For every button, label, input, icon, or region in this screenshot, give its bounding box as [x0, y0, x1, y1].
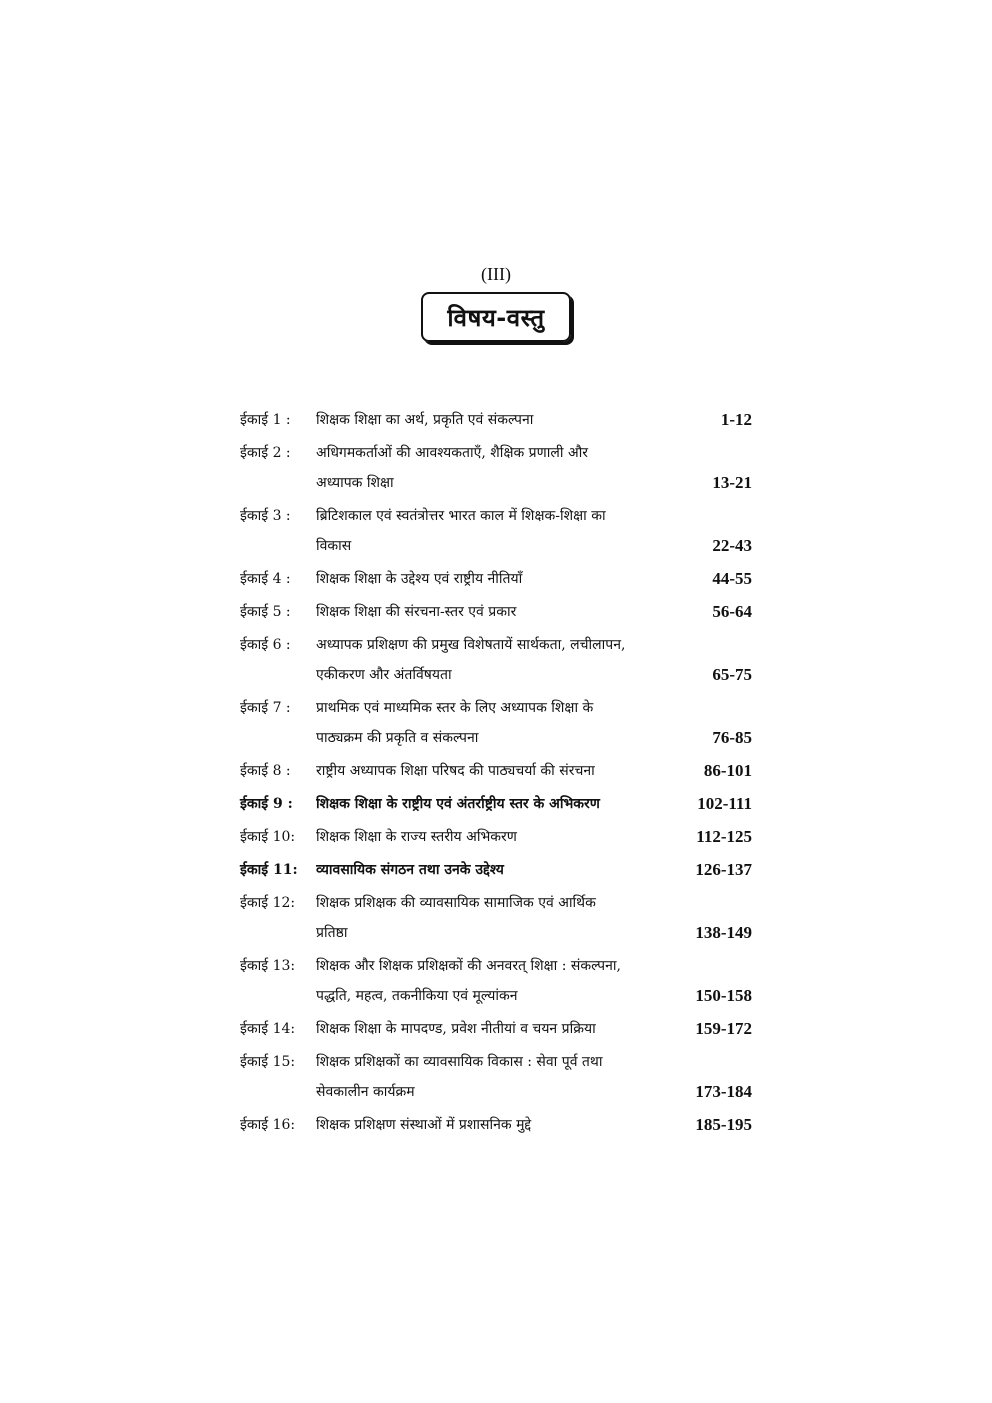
toc-unit-label: ईकाई 13:	[240, 958, 296, 974]
toc-entry-title	[316, 405, 674, 435]
toc-page-range: 65-75	[712, 665, 752, 684]
toc-unit-label: ईकाई 6 :	[240, 637, 291, 653]
toc-entry-title-line: शिक्षक शिक्षा के उद्देश्य एवं राष्ट्रीय नीतियाँ	[316, 571, 523, 587]
toc-entry	[240, 1110, 752, 1140]
toc-entry-title	[316, 789, 674, 819]
toc-entry	[240, 951, 752, 1011]
toc-entry	[240, 888, 752, 948]
toc-unit-label: ईकाई 4 :	[240, 571, 291, 587]
toc-entry-title	[316, 855, 674, 885]
toc-entry	[240, 630, 752, 690]
toc-entry	[240, 756, 752, 786]
toc-entry-title-line: शिक्षक प्रशिक्षकों का व्यावसायिक विकास : सेवा पूर्व तथा	[316, 1054, 603, 1070]
toc-entry-title-line: प्रतिष्ठा	[316, 925, 348, 941]
toc-entry	[240, 789, 752, 819]
toc-page-range: 173-184	[695, 1082, 752, 1101]
toc-page-range: 126-137	[695, 860, 752, 879]
toc-entry-title	[316, 1110, 674, 1140]
toc-entry-title	[316, 564, 674, 594]
toc-entry-title-line: ब्रिटिशकाल एवं स्वतंत्रोत्तर भारत काल में शिक्षक-शिक्षा का	[316, 508, 606, 524]
toc-page-range: 13-21	[712, 473, 752, 492]
toc-unit-label: ईकाई 1 :	[240, 412, 291, 428]
toc-entry-title-line: एकीकरण और अंतर्विषयता	[316, 667, 452, 683]
toc-entry	[240, 501, 752, 561]
toc-page-range: 22-43	[712, 536, 752, 555]
toc-unit-label: ईकाई 11:	[240, 862, 298, 878]
toc-page-range: 1-12	[720, 410, 752, 429]
toc-entry	[240, 438, 752, 498]
toc-entry	[240, 855, 752, 885]
toc-entry-title-line: व्यावसायिक संगठन तथा उनके उद्देश्य	[316, 862, 504, 878]
toc-page-range: 102-111	[697, 794, 752, 813]
toc-unit-label: ईकाई 7 :	[240, 700, 291, 716]
toc-entry-title	[316, 630, 674, 690]
toc-page-range: 159-172	[695, 1019, 752, 1038]
toc-entry-title	[316, 756, 674, 786]
table-of-contents	[240, 405, 752, 1143]
toc-entry-title-line: अध्यापक शिक्षा	[316, 475, 394, 491]
toc-entry-title	[316, 951, 674, 1011]
toc-entry-title	[316, 822, 674, 852]
toc-entry	[240, 1047, 752, 1107]
toc-entry-title	[316, 693, 674, 753]
toc-entry-title	[316, 1014, 674, 1044]
toc-entry-title-line: शिक्षक शिक्षा के राष्ट्रीय एवं अंतर्राष्ट्रीय स्तर के अभिकरण	[316, 796, 600, 812]
toc-unit-label: ईकाई 15:	[240, 1054, 296, 1070]
toc-page-range: 44-55	[712, 569, 752, 588]
page-title: विषय-वस्तु	[447, 303, 545, 332]
toc-unit-label: ईकाई 2 :	[240, 445, 291, 461]
toc-unit-label: ईकाई 8 :	[240, 763, 291, 779]
toc-page-range: 56-64	[712, 602, 752, 621]
title-box	[421, 292, 571, 342]
toc-entry	[240, 822, 752, 852]
toc-entry-title-line: अधिगमकर्ताओं की आवश्यकताएँ, शैक्षिक प्रणाली और	[316, 445, 589, 461]
toc-entry-title-line: राष्ट्रीय अध्यापक शिक्षा परिषद की पाठ्यचर्या की संरचना	[316, 763, 595, 779]
toc-entry-title	[316, 1047, 674, 1107]
toc-entry-title-line: विकास	[316, 538, 352, 554]
toc-entry-title	[316, 597, 674, 627]
toc-entry	[240, 1014, 752, 1044]
toc-entry-title-line: शिक्षक शिक्षा के राज्य स्तरीय अभिकरण	[316, 829, 517, 845]
toc-entry-title-line: पद्धति, महत्व, तकनीकिया एवं मूल्यांकन	[316, 988, 518, 1004]
toc-entry-title-line: पाठ्यक्रम की प्रकृति व संकल्पना	[316, 730, 479, 746]
toc-page-range: 138-149	[695, 923, 752, 942]
toc-page-range: 112-125	[696, 827, 752, 846]
toc-entry	[240, 693, 752, 753]
toc-unit-label: ईकाई 16:	[240, 1117, 296, 1133]
toc-unit-label: ईकाई 3 :	[240, 508, 291, 524]
toc-entry-title-line: शिक्षक प्रशिक्षक की व्यावसायिक सामाजिक एवं आर्थिक	[316, 895, 596, 911]
toc-entry-title-line: शिक्षक शिक्षा के मापदण्ड, प्रवेश नीतीयां व चयन प्रक्रिया	[316, 1021, 596, 1037]
toc-unit-label: ईकाई 12:	[240, 895, 296, 911]
toc-unit-label: ईकाई 10:	[240, 829, 296, 845]
toc-unit-label: ईकाई 9 :	[240, 796, 293, 812]
toc-entry	[240, 597, 752, 627]
toc-entry-title-line: अध्यापक प्रशिक्षण की प्रमुख विशेषतायें सार्थकता, लचीलापन,	[316, 637, 626, 653]
toc-page-range: 86-101	[703, 761, 752, 780]
toc-entry-title-line: प्राथमिक एवं माध्यमिक स्तर के लिए अध्यापक शिक्षा के	[316, 700, 594, 716]
toc-entry-title	[316, 888, 674, 948]
toc-entry	[240, 564, 752, 594]
toc-page-range: 185-195	[695, 1115, 752, 1134]
toc-entry-title-line: शिक्षक और शिक्षक प्रशिक्षकों की अनवरत् शिक्षा : संकल्पना,	[316, 958, 621, 974]
toc-entry-title	[316, 438, 674, 498]
toc-entry-title-line: सेवकालीन कार्यक्रम	[316, 1084, 415, 1100]
page-number: (III)	[481, 264, 511, 284]
toc-entry-title-line: शिक्षक प्रशिक्षण संस्थाओं में प्रशासनिक मुद्दे	[316, 1117, 532, 1133]
toc-entry-title-line: शिक्षक शिक्षा का अर्थ, प्रकृति एवं संकल्पना	[316, 412, 534, 428]
toc-page-range: 150-158	[695, 986, 752, 1005]
toc-unit-label: ईकाई 14:	[240, 1021, 296, 1037]
toc-unit-label: ईकाई 5 :	[240, 604, 291, 620]
toc-entry-title	[316, 501, 674, 561]
toc-page-range: 76-85	[712, 728, 752, 747]
toc-entry	[240, 405, 752, 435]
toc-entry-title-line: शिक्षक शिक्षा की संरचना-स्तर एवं प्रकार	[316, 604, 517, 620]
